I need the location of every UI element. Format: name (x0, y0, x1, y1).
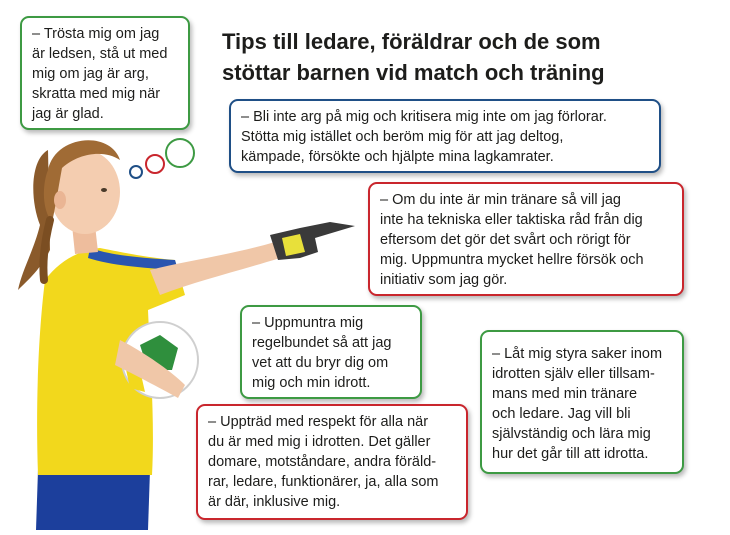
page-title (222, 26, 722, 88)
tip-bubble-encourage: – Uppmuntra mig regelbundet så att jag vet att du bryr dig om mig och min idrott. (240, 305, 422, 399)
tip-bubble-no-advice: – Om du inte är min tränare så vill jag inte ha tekniska eller taktiska råd från dig eftersom det gör det svårt och rörigt för mig. Uppmuntra mycket hellre försök och initiativ som jag gör. (368, 182, 684, 296)
thought-circle-medium (145, 154, 165, 174)
title-line-1: Tips till ledare, föräldrar och de som (222, 29, 601, 54)
tip-bubble-dont-criticize: – Bli inte arg på mig och kritisera mig inte om jag förlorar. Stötta mig istället och beröm mig för att jag deltog, kämpade, försökte och hjälpte mina lagkamrater. (229, 99, 661, 173)
tip-bubble-comfort: – Trösta mig om jag är ledsen, stå ut med mig om jag är arg, skratta med mig när jag är glad. (20, 16, 190, 130)
tip-bubble-independence: – Låt mig styra saker inom idrotten själv eller tillsam- mans med min tränare och ledare. Jag vill bli självständig och lära mig hur det går till att idrotta. (480, 330, 684, 474)
thought-circle-small (129, 165, 143, 179)
tip-bubble-respect: – Uppträd med respekt för alla när du är med mig i idrotten. Det gäller domare, motståndare, andra föräld- rar, ledare, funktionärer, ja, alla som är där, inklusive mig. (196, 404, 468, 520)
title-line-2: stöttar barnen vid match och träning (222, 60, 605, 85)
thought-circle-large (165, 138, 195, 168)
